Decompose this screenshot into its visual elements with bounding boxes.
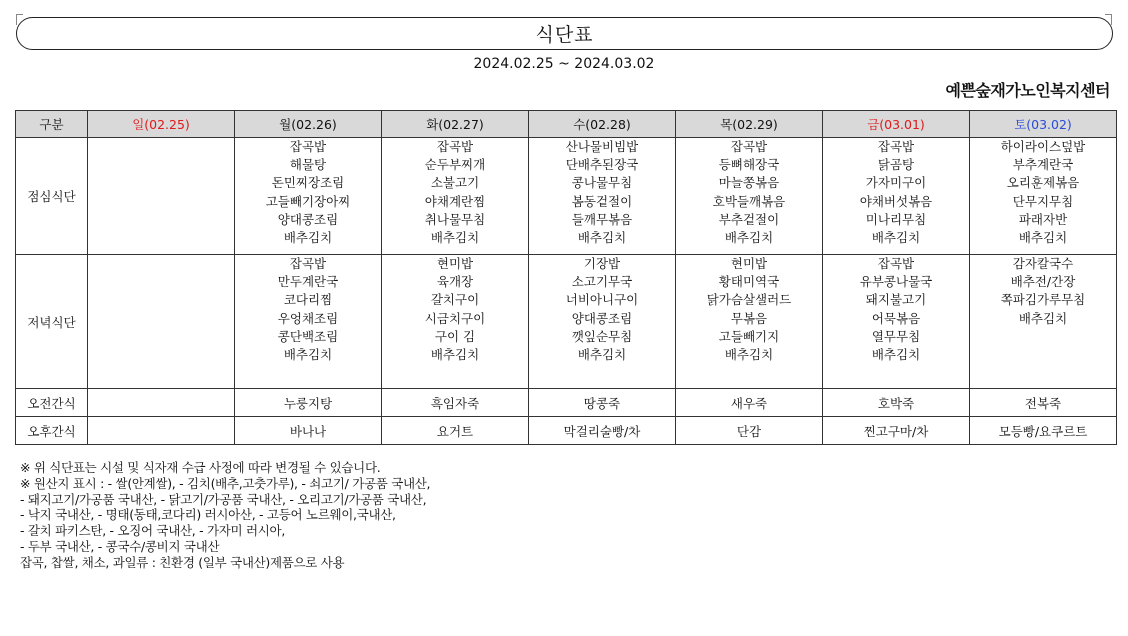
menu-item: 하이라이스덮밥 xyxy=(1000,139,1086,154)
menu-item: 찐고구마/차 xyxy=(863,423,929,439)
menu-item: 감자칼국수 xyxy=(1012,256,1074,271)
note-line: 잡곡, 찹쌀, 채소, 과일류 : 친환경 (일부 국내산)제품으로 사용 xyxy=(20,554,345,570)
menu-cell xyxy=(529,417,676,445)
menu-item: 돼지불고기 xyxy=(865,292,927,308)
menu-item: 단무지무침 xyxy=(1012,193,1074,209)
menu-item: 마늘쫑볶음 xyxy=(718,175,780,191)
menu-item: 고들빼기지 xyxy=(718,328,780,344)
table-row-snack xyxy=(16,417,1117,445)
menu-item: 배추김치 xyxy=(430,230,480,246)
menu-item: 배추김치 xyxy=(1018,310,1068,326)
menu-item: 잡곡밥 xyxy=(730,139,768,154)
menu-cell xyxy=(676,255,823,389)
menu-item: 잡곡밥 xyxy=(436,139,474,154)
menu-cell xyxy=(235,255,382,389)
menu-item: 콩단백조림 xyxy=(277,328,339,344)
menu-item: 배추김치 xyxy=(577,230,627,246)
menu-item: 미나리무침 xyxy=(865,211,927,227)
menu-cell xyxy=(676,138,823,255)
menu-item: 순두부찌개 xyxy=(424,157,486,173)
menu-item: 잡곡밥 xyxy=(877,139,915,154)
menu-item: 봄동겉절이 xyxy=(571,193,633,209)
center-name: 예쁜숲재가노인복지센터 xyxy=(945,81,1110,100)
menu-cell xyxy=(382,255,529,389)
menu-item: 깻잎순무침 xyxy=(571,328,633,344)
menu-item: 산나물비빔밥 xyxy=(565,139,639,154)
menu-item: 배추김치 xyxy=(724,230,774,246)
menu-item: 콩나물무침 xyxy=(571,175,633,191)
menu-item: 소고기무국 xyxy=(571,274,633,290)
menu-item: 양대콩조림 xyxy=(277,211,339,227)
menu-item: 코다리찜 xyxy=(283,292,333,308)
menu-item: 부추계란국 xyxy=(1012,157,1074,173)
menu-item: 배추김치 xyxy=(1018,230,1068,246)
menu-item: 배추김치 xyxy=(871,347,921,363)
menu-item: 열무무침 xyxy=(871,328,921,344)
menu-cell xyxy=(88,417,235,445)
menu-item: 야채버섯볶음 xyxy=(859,193,933,209)
menu-item: 땅콩죽 xyxy=(583,395,621,411)
menu-table xyxy=(15,110,1117,445)
note-line: - 두부 국내산, - 콩국수/콩비지 국내산 xyxy=(20,538,220,554)
menu-item: 배추김치 xyxy=(871,230,921,246)
menu-item: 잡곡밥 xyxy=(289,256,327,271)
menu-item: 닭곰탕 xyxy=(877,157,915,173)
menu-item: 배추전/간장 xyxy=(1010,274,1076,290)
header-day: 월(02.26) xyxy=(235,111,382,138)
menu-item: 갈치구이 xyxy=(430,292,480,308)
title-box xyxy=(16,17,1113,50)
menu-cell xyxy=(823,138,970,255)
menu-cell xyxy=(382,138,529,255)
note-line: ※ 원산지 표시 : - 쌀(안계쌀), - 김치(배추,고춧가루), - 쇠고기/ 가공품 국내산, xyxy=(20,475,431,491)
menu-item: 야채계란찜 xyxy=(424,193,486,209)
menu-item: 고들빼기장아찌 xyxy=(265,193,351,209)
menu-item: 취나물무침 xyxy=(424,211,486,227)
menu-cell xyxy=(970,138,1117,255)
menu-item: 시금치구이 xyxy=(424,310,486,326)
menu-cell xyxy=(382,417,529,445)
header-day: 화(02.27) xyxy=(382,111,529,138)
menu-item: 오리훈제볶음 xyxy=(1006,175,1080,191)
menu-item: 배추김치 xyxy=(577,347,627,363)
menu-cell xyxy=(823,255,970,389)
menu-cell xyxy=(529,389,676,417)
notes xyxy=(20,460,430,571)
note-line: - 낙지 국내산, - 명태(동태,코다리) 러시아산, - 고등어 노르웨이,국내산, xyxy=(20,507,396,523)
menu-cell xyxy=(88,389,235,417)
menu-item: 호박죽 xyxy=(877,395,915,411)
menu-item: 부추겉절이 xyxy=(718,211,780,227)
menu-item: 황태미역국 xyxy=(718,274,780,290)
menu-item: 배추김치 xyxy=(724,347,774,363)
menu-item: 양대콩조림 xyxy=(571,310,633,326)
menu-cell xyxy=(235,389,382,417)
menu-item: 현미밥 xyxy=(436,256,474,271)
header-day: 일(02.25) xyxy=(88,111,235,138)
menu-cell xyxy=(382,389,529,417)
menu-item: 닭가슴살샐러드 xyxy=(706,292,792,308)
menu-item: 모등빵/요쿠르트 xyxy=(998,423,1088,439)
note-line: - 돼지고기/가공품 국내산, - 닭고기/가공품 국내산, - 오리고기/가공품 국내산, xyxy=(20,491,427,507)
header-day: 토(03.02) xyxy=(970,111,1117,138)
menu-item: 단감 xyxy=(736,423,762,439)
page-title: 식단표 xyxy=(535,24,594,46)
menu-cell xyxy=(529,138,676,255)
menu-item: 흑임자죽 xyxy=(430,395,480,411)
menu-item: 우엉채조림 xyxy=(277,310,339,326)
menu-cell xyxy=(235,417,382,445)
menu-item: 구이 김 xyxy=(434,328,476,344)
menu-item: 유부콩나물국 xyxy=(859,274,933,290)
menu-cell xyxy=(823,417,970,445)
menu-item: 누룽지탕 xyxy=(283,395,333,411)
menu-item: 기장밥 xyxy=(583,256,621,271)
menu-item: 가자미구이 xyxy=(865,175,927,191)
menu-item: 해물탕 xyxy=(289,157,327,173)
menu-item: 잡곡밥 xyxy=(877,256,915,271)
menu-cell xyxy=(970,389,1117,417)
row-label: 저녁식단 xyxy=(16,255,88,389)
header-day: 목(02.29) xyxy=(676,111,823,138)
menu-cell xyxy=(235,138,382,255)
menu-item: 쪽파김가루무침 xyxy=(1000,292,1086,308)
menu-item: 바나나 xyxy=(289,423,327,439)
menu-item: 무볶음 xyxy=(730,310,768,326)
menu-item: 호박들깨볶음 xyxy=(712,193,786,209)
menu-cell xyxy=(676,389,823,417)
header-day: 금(03.01) xyxy=(823,111,970,138)
menu-cell xyxy=(970,417,1117,445)
menu-cell xyxy=(823,389,970,417)
menu-cell xyxy=(676,417,823,445)
date-range: 2024.02.25 ~ 2024.03.02 xyxy=(473,56,655,72)
menu-cell xyxy=(970,255,1117,389)
menu-item: 배추김치 xyxy=(430,347,480,363)
menu-item: 배추김치 xyxy=(283,347,333,363)
header-day: 수(02.28) xyxy=(529,111,676,138)
menu-item: 요거트 xyxy=(436,423,474,439)
row-label: 오전간식 xyxy=(16,389,88,417)
table-row-lunch xyxy=(16,138,1117,255)
note-line: ※ 위 식단표는 시설 및 식자재 수급 사정에 따라 변경될 수 있습니다. xyxy=(20,460,381,475)
menu-item: 만두계란국 xyxy=(277,274,339,290)
menu-cell xyxy=(529,255,676,389)
menu-item: 육개장 xyxy=(436,274,474,290)
menu-item: 돈민찌장조림 xyxy=(271,175,345,191)
menu-item: 단배추된장국 xyxy=(565,157,639,173)
menu-item: 배추김치 xyxy=(283,230,333,246)
menu-item: 어묵볶음 xyxy=(871,310,921,326)
row-label: 오후간식 xyxy=(16,417,88,445)
row-label: 점심식단 xyxy=(16,138,88,255)
menu-cell xyxy=(88,255,235,389)
menu-item: 들깨무볶음 xyxy=(571,211,633,227)
table-row-dinner xyxy=(16,255,1117,389)
menu-item: 새우죽 xyxy=(730,395,768,411)
menu-item: 전복죽 xyxy=(1024,395,1062,411)
menu-item: 등뼈해장국 xyxy=(718,157,780,173)
menu-item: 잡곡밥 xyxy=(289,139,327,154)
menu-item: 현미밥 xyxy=(730,256,768,271)
note-line: - 갈치 파키스탄, - 오징어 국내산, - 가자미 러시아, xyxy=(20,523,285,539)
header-category: 구분 xyxy=(16,111,88,138)
menu-cell xyxy=(88,138,235,255)
menu-item: 파래자반 xyxy=(1018,211,1068,227)
header-row xyxy=(16,111,1117,138)
menu-body xyxy=(16,138,1117,445)
menu-item: 막걸리술빵/차 xyxy=(563,423,641,439)
table-row-snack xyxy=(16,389,1117,417)
menu-item: 너비아니구이 xyxy=(565,292,639,308)
menu-item: 소불고기 xyxy=(430,175,480,191)
